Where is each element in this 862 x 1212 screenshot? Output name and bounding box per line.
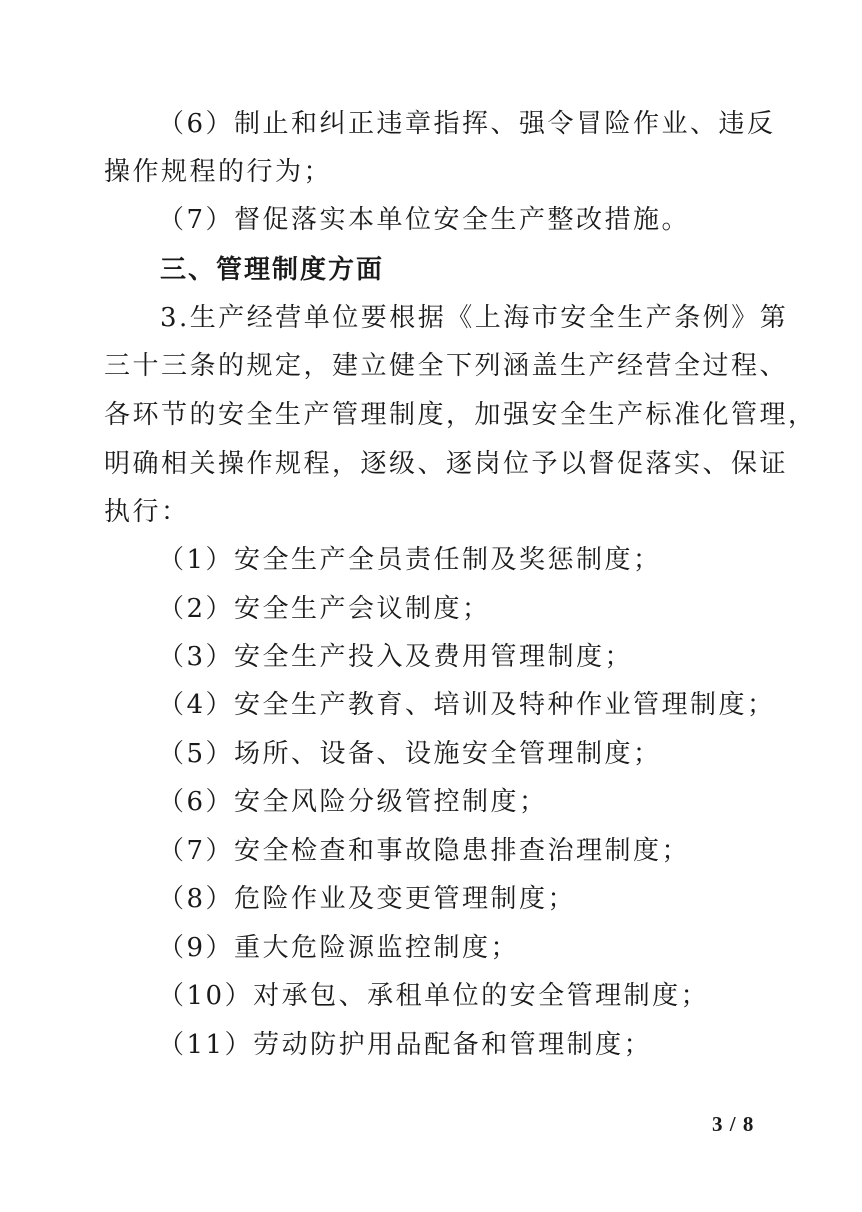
list-item: （8）危险作业及变更管理制度； [158,884,577,914]
list-item: （3）安全生产投入及费用管理制度； [158,642,634,672]
list-item: （5）场所、设备、设施安全管理制度； [158,739,662,769]
list-item: （1）安全生产全员责任制及奖惩制度； [158,545,662,575]
list-item: （9）重大危险源监控制度； [158,933,520,963]
paragraph-line: 明确相关操作规程，逐级、逐岗位予以督促落实、保证 [104,449,789,479]
paragraph-line: （7）督促落实本单位安全生产整改措施。 [158,205,691,235]
paragraph-line: 执行： [104,497,190,527]
list-item: （11）劳动防护用品配备和管理制度； [158,1030,653,1060]
section-heading: 三、管理制度方面 [160,255,385,285]
list-item: （2）安全生产会议制度； [158,594,491,624]
paragraph-line: 三十三条的规定，建立健全下列涵盖生产经营全过程、 [104,351,789,381]
list-item: （4）安全生产教育、培训及特种作业管理制度； [158,690,776,720]
paragraph-line: 各环节的安全生产管理制度，加强安全生产标准化管理， [104,400,817,430]
paragraph-line: （6）制止和纠正违章指挥、强令冒险作业、违反 [158,109,776,139]
page-number: 3 / 8 [712,1112,755,1136]
list-item: （10）对承包、承租单位的安全管理制度； [158,981,710,1011]
list-item: （6）安全风险分级管控制度； [158,787,548,817]
paragraph-line: 操作规程的行为； [104,157,333,187]
list-item: （7）安全检查和事故隐患排查治理制度； [158,836,691,866]
paragraph-line: 3.生产经营单位要根据《上海市安全生产条例》第 [160,303,789,333]
